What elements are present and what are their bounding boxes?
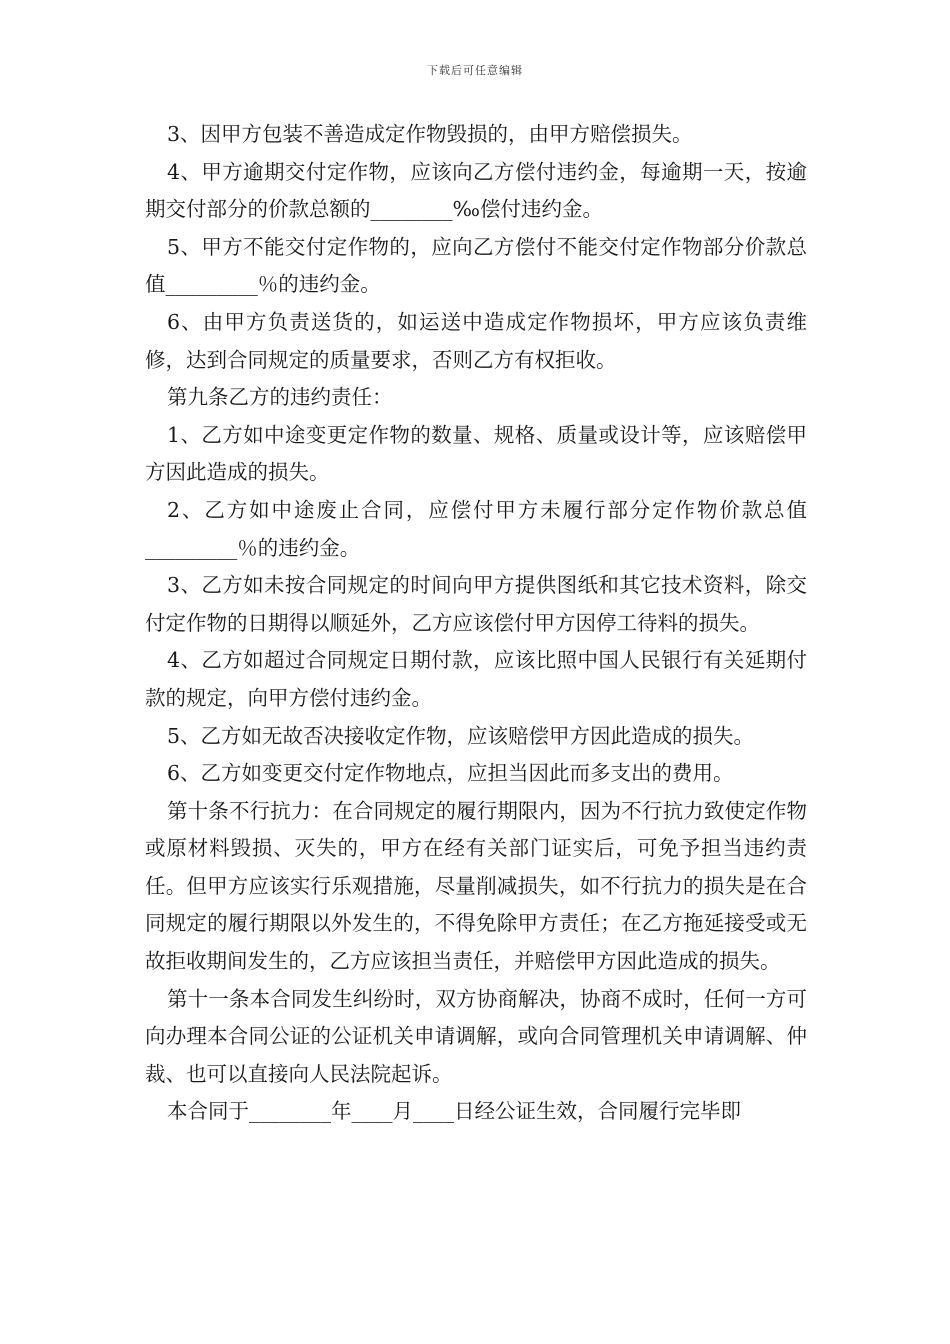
clause-paragraph: 第十一条本合同发生纠纷时，双方协商解决，协商不成时，任何一方可向办理本合同公证的公证机关申请调解，或向合同管理机关申请调解、仲裁、也可以直接向人民法院起诉。: [145, 986, 807, 1086]
clause-paragraph: 5、甲方不能交付定作物的，应向乙方偿付不能交付定作物部分价款总值_________％的违约金。: [145, 234, 807, 297]
clause-paragraph: 4、甲方逾期交付定作物，应该向乙方偿付违约金，每逾期一天，按逾期交付部分的价款总额的________‰偿付违约金。: [145, 159, 807, 222]
clause-paragraph: 本合同于________年____月____日经公证生效，合同履行完毕即: [167, 1099, 741, 1124]
clause-paragraph: 2、乙方如中途废止合同，应偿付甲方未履行部分定作物价款总值_________％的违约金。: [145, 497, 807, 560]
clause-paragraph: 第十条不行抗力：在合同规定的履行期限内，因为不行抗力致使定作物或原材料毁损、灭失的，甲方在经有关部门证实后，可免予担当违约责任。但甲方应该实行乐观措施，尽量削减损失，如不行抗力的损失是在合同规定的履行期限以外发生的，不得免除甲方责任；在乙方拖延接受或无故拒收期间发生的，乙方应该担当责任，并赔偿甲方因此造成的损失。: [145, 798, 807, 974]
clause-paragraph: 6、乙方如变更交付定作物地点，应担当因此而多支出的费用。: [167, 761, 734, 786]
clause-paragraph: 3、因甲方包装不善造成定作物毁损的，由甲方赔偿损失。: [167, 122, 693, 146]
section-heading: 第九条乙方的违约责任：: [167, 385, 393, 410]
page-header-note: 下载后可任意编辑: [427, 64, 523, 77]
clause-paragraph: 6、由甲方负责送货的，如运送中造成定作物损坏，甲方应该负责维修，达到合同规定的质量要求，否则乙方有权拒收。: [145, 309, 807, 372]
contract-body: [145, 116, 807, 1131]
clause-paragraph: 3、乙方如未按合同规定的时间向甲方提供图纸和其它技术资料，除交付定作物的日期得以顺延外，乙方应该偿付甲方因停工待料的损失。: [145, 573, 807, 635]
clause-paragraph: 1、乙方如中途变更定作物的数量、规格、质量或设计等，应该赔偿甲方因此造成的损失。: [145, 422, 807, 485]
clause-paragraph: 4、乙方如超过合同规定日期付款，应该比照中国人民银行有关延期付款的规定，向甲方偿付违约金。: [145, 648, 807, 710]
clause-paragraph: 5、乙方如无故否决接收定作物，应该赔偿甲方因此造成的损失。: [167, 723, 755, 748]
